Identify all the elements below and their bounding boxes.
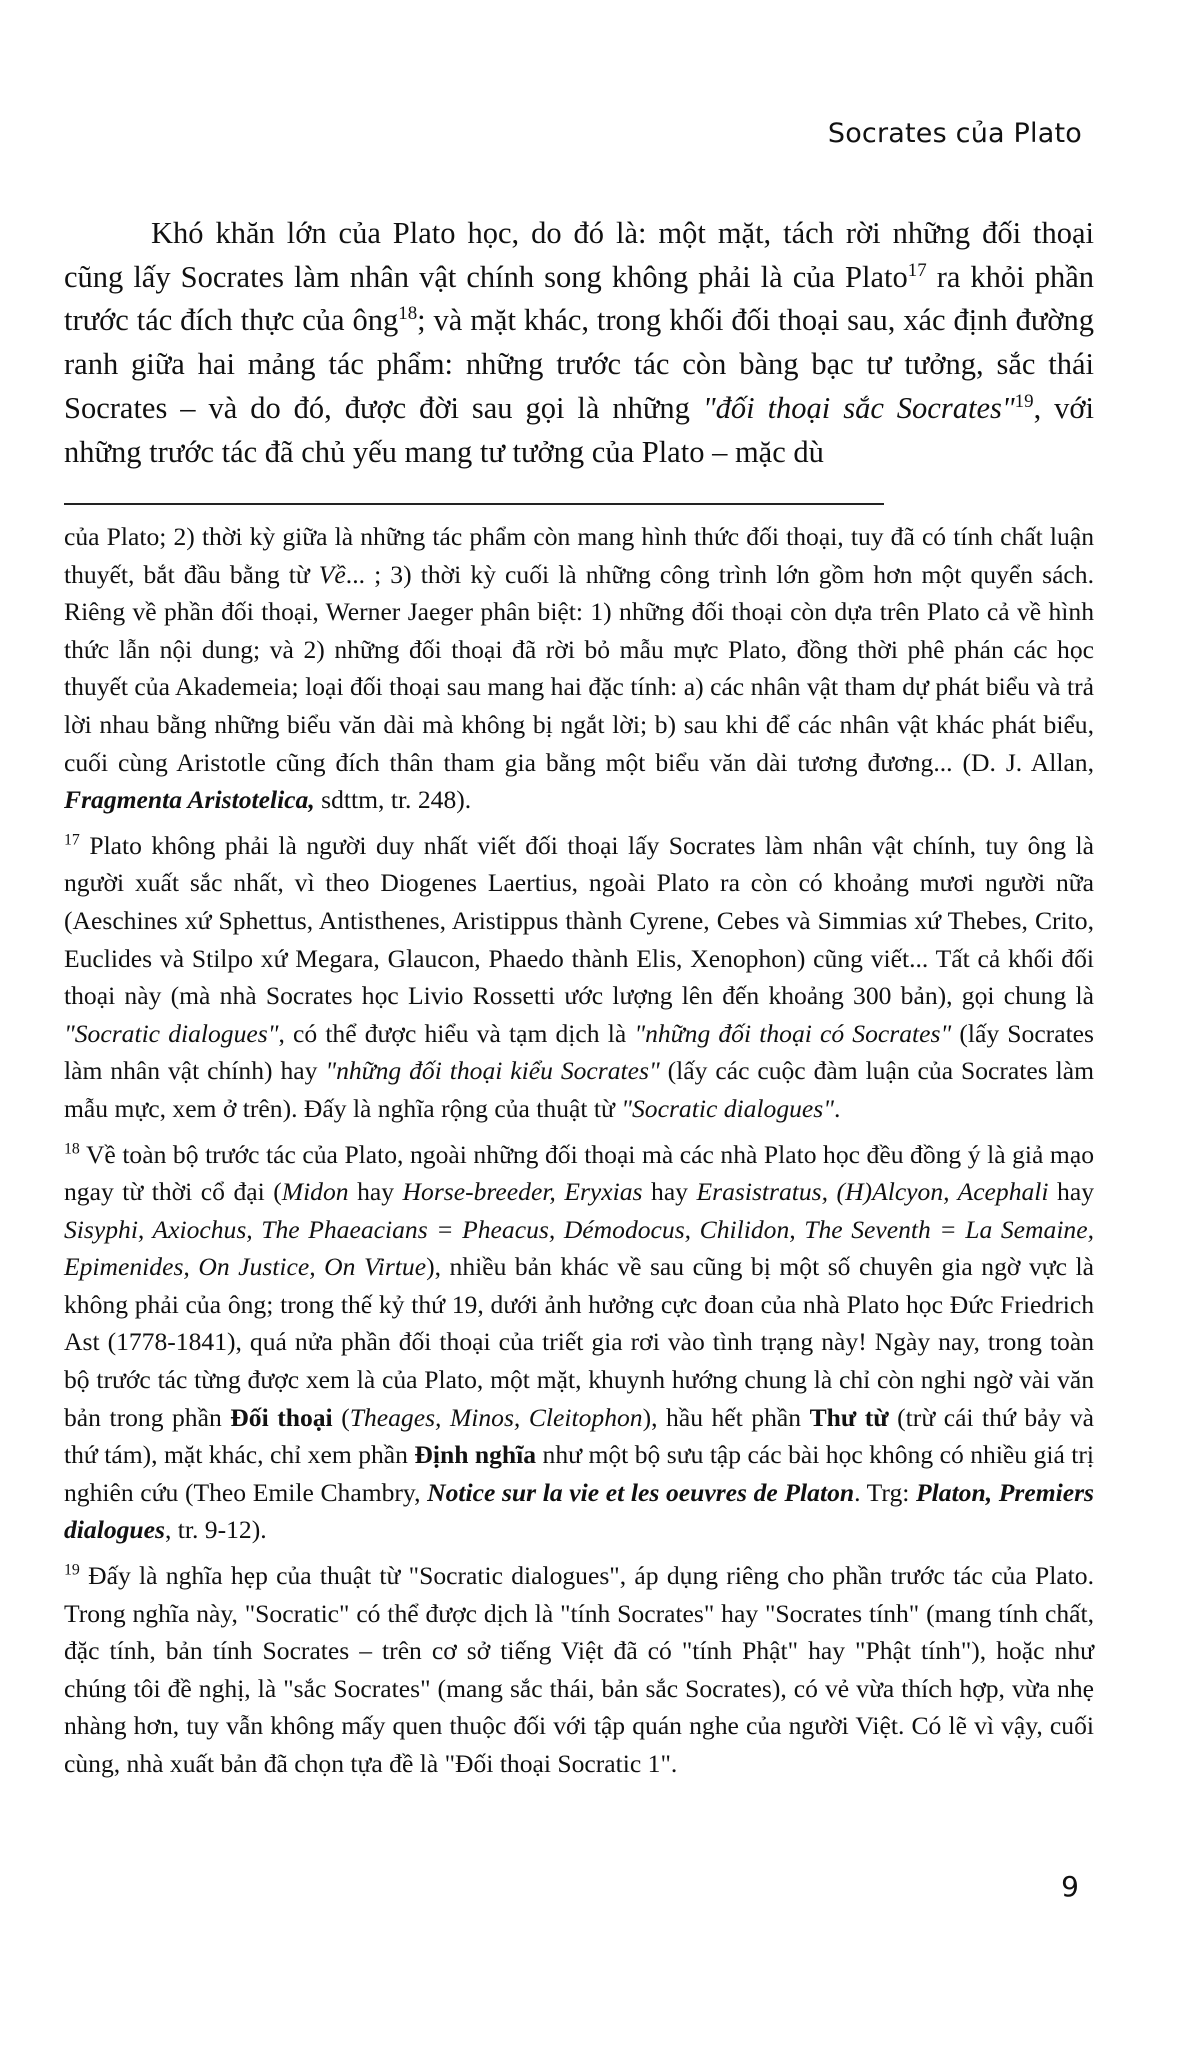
footnote-italic: Về: [318, 559, 346, 589]
footnote-text: như một bộ sưu tập các bài học không có nhiều giá trị nghiên cứu (Theo Emile Chambry,: [64, 1440, 1094, 1507]
footnote-italic: Sisyphi, Axiochus, The Phaeacians = Pheacus, Démodocus, Chilidon, The Seventh = La Semaine, Epimenides, On Justice, On Virtue: [64, 1214, 1094, 1282]
footnote-text: Plato không phải là người duy nhất viết đối thoại lấy Socrates làm nhân vật chính, tuy ông là người xuất sắc nhất, vì theo Diogenes Laertius, ngoài Plato ra còn có khoảng mươi người nữa (Aeschines xứ Sphettus, Antisthenes, Aristippus thành Cyrene, Cebes và Simmias xứ Thebes, Crito, Euclides và Stilpo xứ Megara, Glaucon, Phaedo thành Elis, Xenophon) cũng viết... Tất cả khối đối thoại này (mà nhà Socrates học Livio Rossetti ước lượng lên đến khoảng 300 bản), gọi chung là: [64, 830, 1094, 1011]
main-text-part: ra khỏi phần trước tác đích thực của ông: [64, 259, 1094, 338]
footnote-text: ), nhiều bản khác về sau cũng bị một số chuyên gia ngờ vực là không phải của ông; trong thế kỷ thứ 19, dưới ảnh hưởng cực đoan của nhà Plato học Đức Friedrich Ast (1778-1841), quá nửa phần đối thoại của triết gia rơi vào tình trạng này! Ngày nay, trong toàn bộ trước tác từng được xem là của Plato, một mặt, khuynh hướng chung là chỉ còn nghi ngờ vài văn bản trong phần: [64, 1252, 1094, 1432]
main-text-part: , với những trước tác đã chủ yếu mang tư tưởng của Plato – mặc dù: [64, 390, 1094, 469]
footnote-18: [64, 1136, 1094, 1550]
footnote-italic: Midon: [281, 1177, 349, 1207]
footnote-text: hay: [642, 1177, 697, 1207]
footnote-text: Về toàn bộ trước tác của Plato, ngoài những đối thoại mà các nhà Plato học đều đồng ý là giả mạo ngay từ thời cổ đại (: [64, 1139, 1094, 1207]
footnote-ref: 18: [398, 303, 418, 325]
footnote-bold: Thư từ: [809, 1402, 889, 1432]
footnote-ref: 19: [1014, 390, 1034, 412]
footnote-number: 17: [64, 831, 80, 849]
footnote-text: ), hầu hết phần: [642, 1402, 810, 1432]
footnote-17: [64, 827, 1094, 1128]
footnote-italic: "Socratic dialogues": [64, 1018, 279, 1048]
footnote-text: , có thể được hiểu và tạm dịch là: [278, 1018, 635, 1048]
footnote-bold: Định nghĩa: [414, 1440, 537, 1470]
footnote-text: hay: [1048, 1177, 1094, 1207]
footnote-text: .: [833, 1093, 841, 1123]
footnote-text: ... ; 3) thời kỳ cuối là những công trình lớn gồm hơn một quyển sách. Riêng về phần đối thoại, Werner Jaeger phân biệt: 1) những đối thoại còn dựa trên Plato cả về hình thức lẫn nội dung; và 2) những đối thoại đã rời bỏ mẫu mực Plato, đồng thời phê phán các học thuyết của Akademeia; loại đối thoại sau mang hai đặc tính: a) các nhân vật tham dự phát biểu và trả lời nhau bằng những biểu văn dài mà không bị ngắt lời; b) sau khi để các nhân vật khác phát biểu, cuối cùng Aristotle cũng đích thân tham gia bằng một biểu văn dài tương đương... (D. J. Allan,: [64, 559, 1094, 777]
footnote-text: Đấy là nghĩa hẹp của thuật từ "Socratic dialogues", áp dụng riêng cho phần trước tác của Plato. Trong nghĩa này, "Socratic" có thể được dịch là "tính Socrates" hay "Socrates tính" (mang tính chất, đặc tính, bản tính Socrates – trên cơ sở tiếng Việt đã có "tính Phật" hay "Phật tính"), hoặc như chúng tôi đề nghị, là "sắc Socrates" (mang sắc thái, bản sắc Socrates), có vẻ vừa thích hợp, vừa nhẹ nhàng hơn, tuy vẫn không mấy quen thuộc đối với tập quán nghe của người Việt. Có lẽ vì vậy, cuối cùng, nhà xuất bản đã chọn tựa đề là "Đối thoại Socratic 1".: [64, 1561, 1094, 1778]
footnote-italic: Erasistratus, (H)Alcyon, Acephali: [696, 1177, 1049, 1207]
footnote-separator: [64, 503, 884, 505]
footnote-bold-italic: Platon, Premiers dialogues: [64, 1477, 1095, 1545]
footnote-italic: Horse-breeder, Eryxias: [402, 1177, 643, 1207]
main-text-part: Khó khăn lớn của Plato học, do đó là: một mặt, tách rời những đối thoại cũng lấy Socrates làm nhân vật chính song không phải là của Plato: [64, 216, 1094, 294]
footnote-text: (lấy Socrates làm nhân vật chính) hay: [64, 1018, 1094, 1086]
footnote-bold-italic: Notice sur la vie et les oeuvres de Platon: [427, 1477, 855, 1507]
footnotes: [64, 518, 1094, 1783]
footnote-number: 19: [64, 1561, 80, 1579]
footnote-text: (lấy các cuộc đàm luận của Socrates làm mẫu mực, xem ở trên). Đấy là nghĩa rộng của thuật từ: [64, 1056, 1094, 1123]
footnote-text: hay: [348, 1177, 403, 1207]
footnote-italic: "những đối thoại có Socrates": [634, 1018, 952, 1048]
footnote-italic: "những đối thoại kiểu Socrates": [325, 1056, 660, 1086]
main-text-part: ; và mặt khác, trong khối đối thoại sau, xác định đường ranh giữa hai mảng tác phẩm: những trước tác còn bàng bạc tư tưởng, sắc thái Socrates – và do đó, được đời sau gọi là những: [64, 303, 1094, 425]
footnote-19: [64, 1557, 1094, 1783]
footnote-text: sdttm, tr. 248).: [314, 785, 472, 815]
footnote-bold-italic: Fragmenta Aristotelica,: [64, 785, 315, 815]
main-paragraph: [64, 212, 1094, 474]
footnote-text: (trừ cái thứ bảy và thứ tám), mặt khác, chỉ xem phần: [64, 1402, 1094, 1470]
footnote-number: 18: [64, 1139, 80, 1157]
main-text: [64, 212, 1094, 474]
footnote-text: . Trg:: [854, 1477, 917, 1507]
footnote-italic: "Socratic dialogues": [621, 1093, 834, 1123]
footnote-text: (: [332, 1402, 350, 1432]
footnote-ref: 17: [907, 259, 927, 281]
footnote-italic: Theages, Minos, Cleitophon: [349, 1402, 643, 1432]
main-text-italic: "đối thoại sắc Socrates": [702, 390, 1015, 425]
running-head: Socrates của Plato: [827, 118, 1082, 149]
page-number: 9: [1061, 1870, 1079, 1903]
footnote-bold: Đối thoại: [230, 1402, 333, 1432]
footnote-text: , tr. 9-12).: [164, 1515, 267, 1545]
footnote-continuation: [64, 518, 1094, 819]
footnote-text: của Plato; 2) thời kỳ giữa là những tác phẩm còn mang hình thức đối thoại, tuy đã có tính chất luận thuyết, bắt đầu bằng từ: [64, 522, 1094, 589]
